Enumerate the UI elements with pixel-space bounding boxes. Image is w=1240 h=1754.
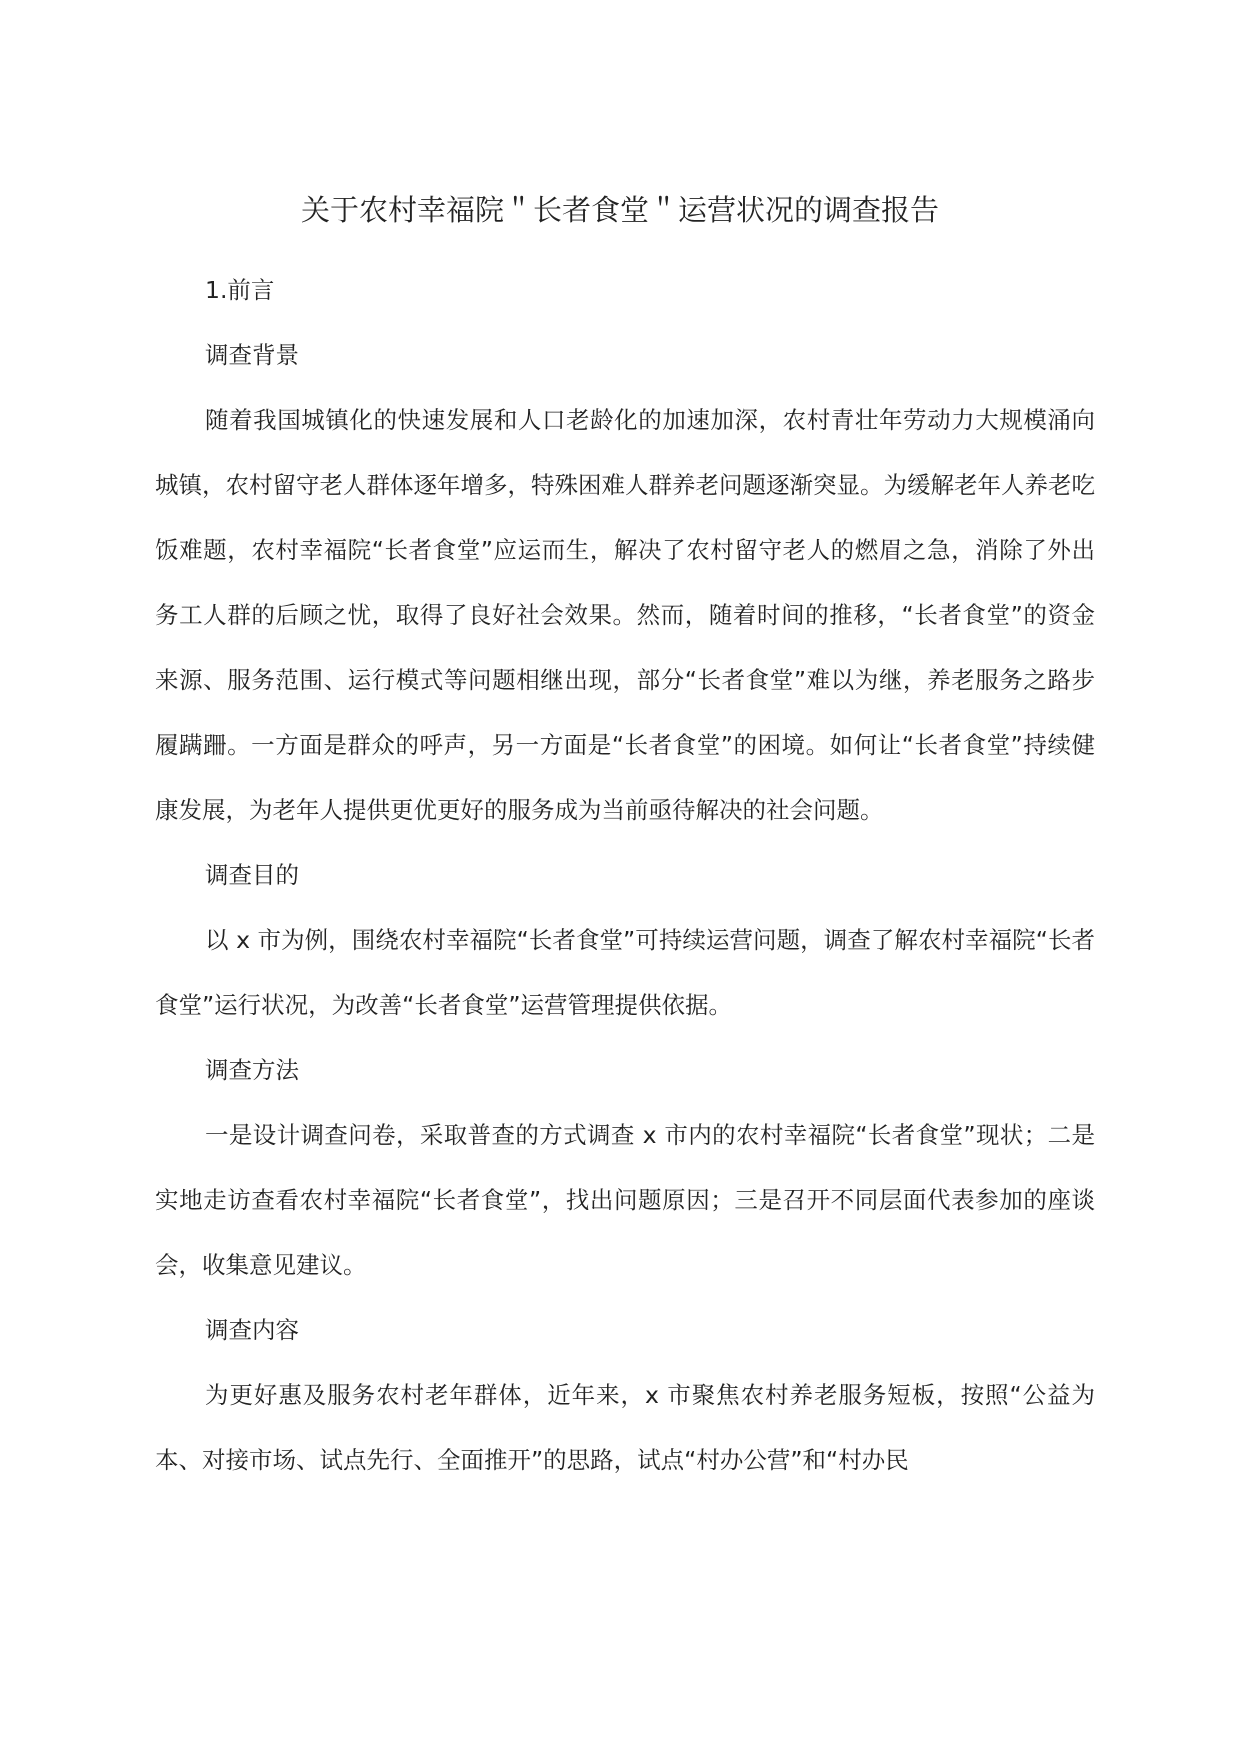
subheading-background: 调查背景 bbox=[205, 341, 299, 369]
paragraph-purpose: 以 x 市为例，围绕农村幸福院“长者食堂”可持续运营问题，调查了解农村幸福院“长者食堂”运行状况，为改善“长者食堂”运营管理提供依据。 bbox=[155, 926, 1095, 1019]
section-heading-preface: 1.前言 bbox=[205, 276, 275, 304]
subheading-content: 调查内容 bbox=[205, 1316, 299, 1344]
subheading-method: 调查方法 bbox=[205, 1056, 299, 1084]
paragraph-method: 一是设计调查问卷，采取普查的方式调查 x 市内的农村幸福院“长者食堂”现状；二是实地走访查看农村幸福院“长者食堂”，找出问题原因；三是召开不同层面代表参加的座谈会，收集意见建议。 bbox=[155, 1121, 1095, 1279]
document-body bbox=[155, 258, 1095, 1493]
subheading-purpose: 调查目的 bbox=[205, 861, 299, 889]
paragraph-background: 随着我国城镇化的快速发展和人口老龄化的加速加深，农村青壮年劳动力大规模涌向城镇，农村留守老人群体逐年增多，特殊困难人群养老问题逐渐突显。为缓解老年人养老吃饭难题，农村幸福院“长者食堂”应运而生，解决了农村留守老人的燃眉之急，消除了外出务工人群的后顾之忧，取得了良好社会效果。然而，随着时间的推移，“长者食堂”的资金来源、服务范围、运行模式等问题相继出现，部分“长者食堂”难以为继，养老服务之路步履蹒跚。一方面是群众的呼声，另一方面是“长者食堂”的困境。如何让“长者食堂”持续健康发展，为老年人提供更优更好的服务成为当前亟待解决的社会问题。 bbox=[155, 406, 1095, 824]
document-title: 关于农村幸福院＂长者食堂＂运营状况的调查报告 bbox=[300, 193, 939, 227]
paragraph-content: 为更好惠及服务农村老年群体，近年来，x 市聚焦农村养老服务短板，按照“公益为本、对接市场、试点先行、全面推开”的思路，试点“村办公营”和“村办民 bbox=[155, 1381, 1095, 1474]
